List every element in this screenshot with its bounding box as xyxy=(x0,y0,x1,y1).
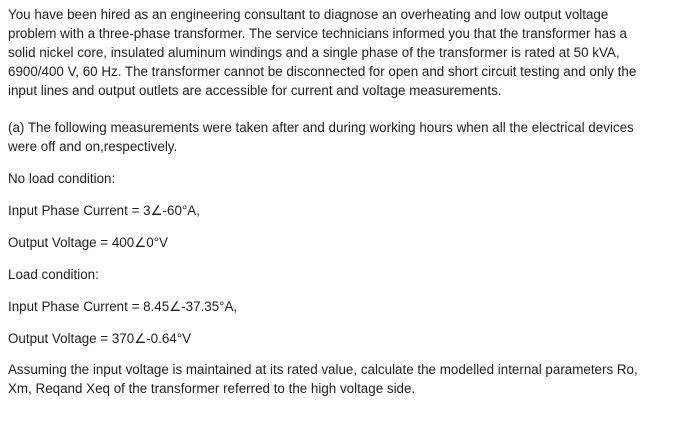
intro-line: solid nickel core, insulated aluminum windings and a single phase of the transformer is rated at 50 kVA, xyxy=(8,45,620,60)
question-paragraph xyxy=(8,360,692,398)
load-output-voltage: Output Voltage = 370∠-0.64°V xyxy=(8,331,192,346)
intro-line: problem with a three-phase transformer. The service technicians informed you that the transformer has a xyxy=(8,26,627,41)
load-heading: Load condition: xyxy=(8,267,99,282)
part-a-line: were off and on,respectively. xyxy=(8,139,178,154)
no-load-heading: No load condition: xyxy=(8,171,116,186)
no-load-input-current: Input Phase Current = 3∠-60°A, xyxy=(8,203,200,218)
question-line: Xm, Reqand Xeq of the transformer referred to the high voltage side. xyxy=(8,381,416,396)
intro-line: input lines and output outlets are accessible for current and voltage measurements. xyxy=(8,83,502,98)
intro-paragraph xyxy=(8,5,692,100)
no-load-output-voltage: Output Voltage = 400∠0°V xyxy=(8,235,168,250)
intro-line: You have been hired as an engineering consultant to diagnose an overheating and low output voltage xyxy=(8,7,609,22)
question-line: Assuming the input voltage is maintained at its rated value, calculate the modelled internal parameters Ro, xyxy=(8,362,638,377)
part-a-line: (a) The following measurements were taken after and during working hours when all the electrical devices xyxy=(8,120,634,135)
document-body xyxy=(8,5,692,398)
part-a-paragraph xyxy=(8,118,692,156)
load-input-current: Input Phase Current = 8.45∠-37.35°A, xyxy=(8,299,238,314)
intro-line: 6900/400 V, 60 Hz. The transformer cannot be disconnected for open and short circuit testing and only the xyxy=(8,64,637,79)
